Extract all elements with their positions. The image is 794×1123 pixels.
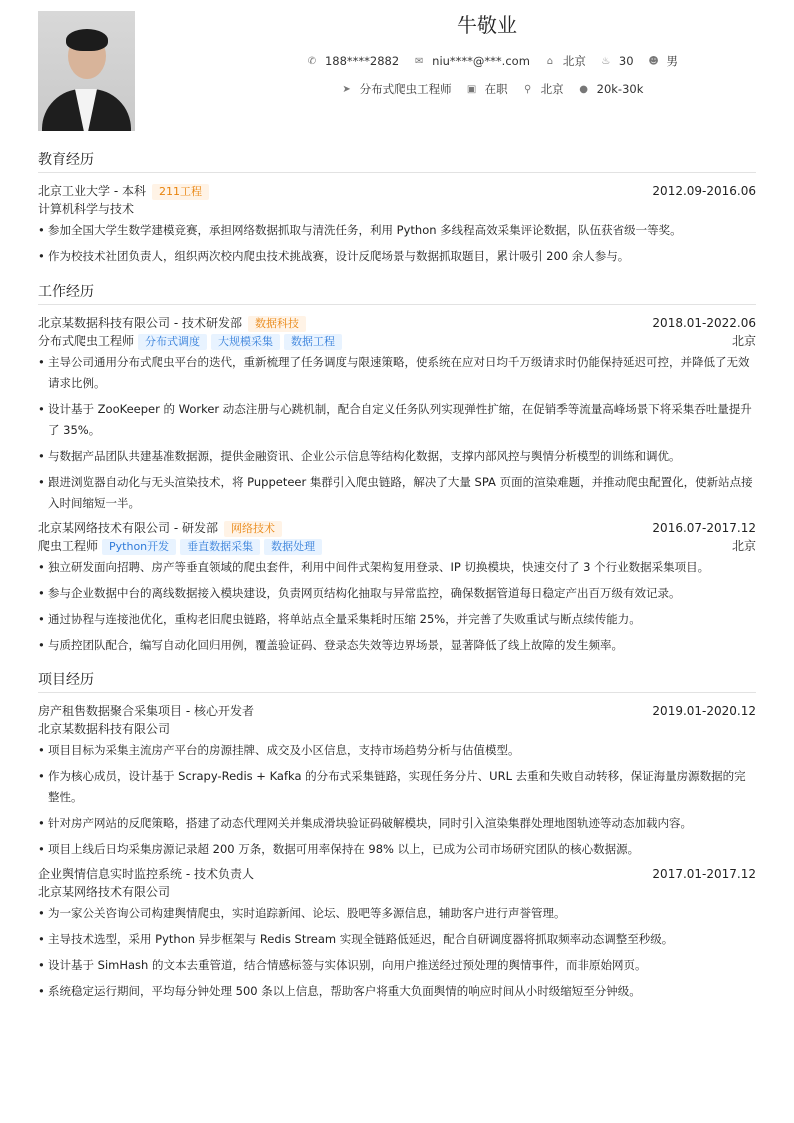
contact-row	[228, 53, 756, 69]
skill-tag: 数据处理	[264, 539, 322, 555]
skill-tag: Python开发	[102, 539, 176, 555]
candidate-name: 牛敬业	[457, 13, 517, 37]
coin-icon: ●	[579, 83, 588, 95]
project-org: 北京某网络技术有限公司	[38, 885, 171, 899]
position: 分布式爬虫工程师	[38, 334, 135, 348]
job-date: 2018.01-2022.06	[652, 316, 756, 330]
list-item: • 参加全国大学生数学建模竞赛，承担网络数据抓取与清洗任务，利用 Python 多线程高效采集评论数据，队伍获省级一等奖。	[38, 220, 756, 241]
list-item: • 作为核心成员，设计基于 Scrapy-Redis + Kafka 的分布式采集链路，实现任务分片、URL 去重和失败自动转移，保证海量房源数据的完整性。	[38, 766, 756, 808]
gender: 男	[666, 54, 679, 68]
send-icon: ➤	[342, 83, 351, 95]
company-line: 北京某数据科技有限公司 - 技术研发部	[38, 316, 242, 330]
school-line: 北京工业大学 - 本科	[38, 184, 146, 198]
company-tag: 数据科技	[248, 316, 306, 332]
education-date: 2012.09-2016.06	[652, 184, 756, 198]
smile-icon: ☻	[648, 55, 659, 67]
home-icon: ⌂	[546, 55, 554, 67]
project-title: 房产租售数据聚合采集项目 - 核心开发者	[38, 704, 254, 718]
section-title: 教育经历	[38, 149, 756, 173]
list-item: • 与数据产品团队共建基准数据源，提供金融资讯、企业公示信息等结构化数据，支撑内部风控与舆情分析模型的训练和调优。	[38, 446, 756, 467]
projects-section	[38, 669, 756, 1007]
position: 爬虫工程师	[38, 539, 99, 553]
work-section	[38, 281, 756, 661]
target-role: 分布式爬虫工程师	[359, 82, 452, 96]
job-bullets	[38, 352, 756, 514]
list-item: • 针对房产网站的反爬策略，搭建了动态代理网关并集成滑块验证码破解模块，同时引入渲染集群处理地图轨迹等动态加载内容。	[38, 813, 756, 834]
section-title: 项目经历	[38, 669, 756, 693]
email-address: niu****@***.com	[432, 54, 530, 68]
list-item: • 主导技术选型，采用 Python 异步框架与 Redis Stream 实现全链路低延迟，配合自研调度器将抓取频率动态调整至秒级。	[38, 929, 756, 950]
list-item: • 项目目标为采集主流房产平台的房源挂牌、成交及小区信息，支持市场趋势分析与估值模型。	[38, 740, 756, 761]
list-item: • 设计基于 SimHash 的文本去重管道，结合情感标签与实体识别，向用户推送经过预处理的舆情事件，而非原始网页。	[38, 955, 756, 976]
briefcase-icon: ▣	[466, 83, 477, 95]
project-date: 2017.01-2017.12	[652, 867, 756, 881]
list-item: • 与质控团队配合，编写自动化回归用例，覆盖验证码、登录态失效等边界场景，显著降低了线上故障的发生频率。	[38, 635, 756, 656]
job-location: 北京	[731, 334, 756, 348]
job-status: 在职	[484, 82, 508, 96]
target-city: 北京	[540, 82, 564, 96]
job-bullets	[38, 557, 756, 656]
mail-icon: ✉	[414, 55, 424, 67]
project-title: 企业舆情信息实时监控系统 - 技术负责人	[38, 867, 254, 881]
skill-tag: 垂直数据采集	[180, 539, 260, 555]
education-bullets	[38, 220, 756, 267]
list-item: • 为一家公关咨询公司构建舆情爬虫，实时追踪新闻、论坛、股吧等多源信息，辅助客户进行声誉管理。	[38, 903, 756, 924]
list-item: • 作为校技术社团负责人，组织两次校内爬虫技术挑战赛，设计反爬场景与数据抓取题目，累计吸引 200 余人参与。	[38, 246, 756, 267]
list-item: • 系统稳定运行期间，平均每分钟处理 500 条以上信息，帮助客户将重大负面舆情的响应时间从小时级缩短至分钟级。	[38, 981, 756, 1002]
major: 计算机科学与技术	[38, 202, 135, 216]
skill-tag: 大规模采集	[211, 334, 280, 350]
list-item: • 项目上线后日均采集房源记录超 200 万条，数据可用率保持在 98% 以上，已成为公司市场研究团队的核心数据源。	[38, 839, 756, 860]
project-bullets	[38, 740, 756, 860]
project-bullets	[38, 903, 756, 1002]
list-item: • 通过协程与连接池优化，重构老旧爬虫链路，将单站点全量采集耗时压缩 25%，并完善了失败重试与断点续传能力。	[38, 609, 756, 630]
list-item: • 参与企业数据中台的离线数据接入模块建设，负责网页结构化抽取与异常监控，确保数据管道每日稳定产出百万级有效记录。	[38, 583, 756, 604]
project-org: 北京某数据科技有限公司	[38, 722, 171, 736]
company-line: 北京某网络技术有限公司 - 研发部	[38, 521, 218, 535]
education-section	[38, 149, 756, 272]
pin-icon: ⚲	[523, 83, 532, 95]
job-location: 北京	[731, 539, 756, 553]
phone-number: 188****2882	[324, 54, 400, 68]
salary: 20k-30k	[596, 82, 644, 96]
intent-row	[228, 81, 756, 97]
list-item: • 设计基于 ZooKeeper 的 Worker 动态注册与心跳机制，配合自定义任务队列实现弹性扩缩，在促销季等流量高峰场景下将采集吞吐量提升了 35%。	[38, 399, 756, 441]
cake-icon: ♨	[601, 55, 611, 67]
list-item: • 独立研发面向招聘、房产等垂直领域的爬虫套件，利用中间件式架构复用登录、IP 切换模块，快速交付了 3 个行业数据采集项目。	[38, 557, 756, 578]
age: 30	[618, 54, 634, 68]
company-tag: 网络技术	[224, 521, 282, 537]
skill-tag: 数据工程	[284, 334, 342, 350]
skill-tag: 分布式调度	[138, 334, 207, 350]
job-date: 2016.07-2017.12	[652, 521, 756, 535]
list-item: • 跟进浏览器自动化与无头渲染技术，将 Puppeteer 集群引入爬虫链路，解决了大量 SPA 页面的渲染难题，并推动爬虫配置化，使新站点接入时间缩短一半。	[38, 472, 756, 514]
project-date: 2019.01-2020.12	[652, 704, 756, 718]
city: 北京	[562, 54, 586, 68]
section-title: 工作经历	[38, 281, 756, 305]
school-tag: 211工程	[152, 184, 209, 200]
phone-icon: ✆	[307, 55, 317, 67]
list-item: • 主导公司通用分布式爬虫平台的迭代，重新梳理了任务调度与限速策略，使系统在应对日均千万级请求时仍能保持延迟可控，并降低了无效请求比例。	[38, 352, 756, 394]
